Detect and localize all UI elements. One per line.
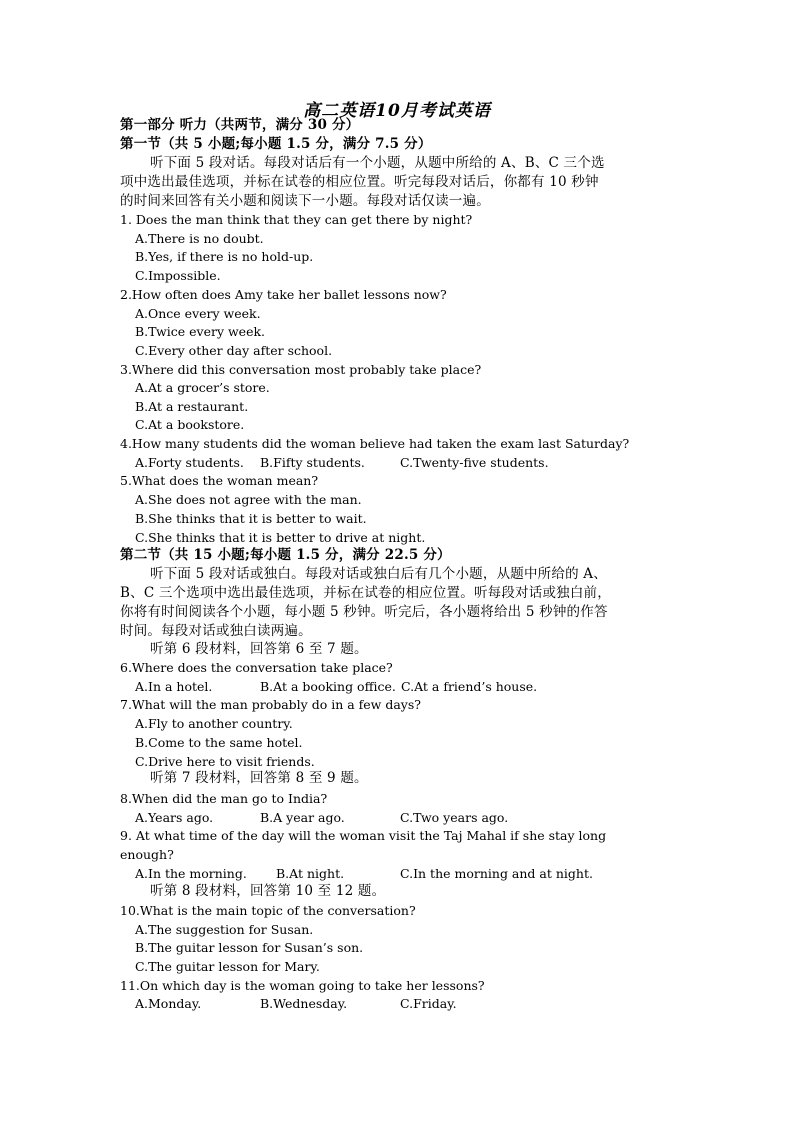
option-c: C.Impossible. (135, 268, 221, 283)
question-stem: 10.What is the main topic of the conversation? (120, 903, 416, 918)
question-stem: 6.Where does the conversation take place? (120, 660, 393, 675)
section2-heading: 第二节（共 15 小题;每小题 1.5 分，满分 22.5 分） (120, 547, 451, 563)
option-b: B.Wednesday. (260, 996, 348, 1011)
option-b: B.She thinks that it is better to wait. (135, 511, 367, 526)
material-intro: 听第 7 段材料，回答第 8 至 9 题。 (150, 770, 368, 786)
option-a: A.Forty students. (135, 455, 244, 470)
option-b: B.At a booking office. (260, 679, 396, 694)
option-a: A.She does not agree with the man. (135, 492, 362, 507)
option-c: C.Twenty-five students. (400, 455, 549, 470)
section1-instruction-line: 的时间来回答有关小题和阅读下一小题。每段对话仅读一遍。 (120, 193, 490, 209)
option-b: B.At night. (276, 866, 345, 881)
question-stem: 1. Does the man think that they can get there by night? (120, 212, 473, 227)
option-c: C.She thinks that it is better to drive at night. (135, 530, 426, 545)
option-b: B.At a restaurant. (135, 399, 249, 414)
option-b: B.Fifty students. (260, 455, 365, 470)
question-stem: 5.What does the woman mean? (120, 473, 319, 488)
option-b: B.The guitar lesson for Susan’s son. (135, 940, 364, 955)
option-a: A.In the morning. (135, 866, 247, 881)
option-a: A.Fly to another country. (135, 716, 293, 731)
section2-instruction-line: 听下面 5 段对话或独白。每段对话或独白后有几个小题，从题中所给的 A、 (150, 566, 607, 582)
question-stem: 9. At what time of the day will the woman visit the Taj Mahal if she stay long (120, 828, 607, 843)
option-c: C.At a friend’s house. (401, 679, 538, 694)
option-c: C.The guitar lesson for Mary. (135, 959, 320, 974)
question-stem: 8.When did the man go to India? (120, 791, 328, 806)
section2-instruction-line: 你将有时间阅读各个小题，每小题 5 秒钟。听完后，各小题将给出 5 秒钟的作答 (120, 604, 608, 620)
option-a: A.Monday. (135, 996, 202, 1011)
option-b: B.Come to the same hotel. (135, 735, 303, 750)
section2-instruction-line: 时间。每段对话或独白读两遍。 (120, 623, 312, 639)
option-b: B.A year ago. (260, 810, 345, 825)
question-stem-continued: enough? (120, 847, 174, 862)
option-a: A.There is no doubt. (135, 231, 264, 246)
question-stem: 11.On which day is the woman going to take her lessons? (120, 978, 485, 993)
option-c: C.At a bookstore. (135, 417, 245, 432)
option-a: A.Years ago. (135, 810, 214, 825)
option-a: A.In a hotel. (135, 679, 213, 694)
section2-instruction-line: B、C 三个选项中选出最佳选项，并标在试卷的相应位置。听每段对话或独白前， (120, 585, 611, 601)
page-title: 高二英语10月考试英语 (303, 101, 491, 121)
option-b: B.Twice every week. (135, 324, 266, 339)
part1-heading: 第一部分 听力（共两节，满分 30 分） (120, 117, 360, 133)
option-c: C.Friday. (400, 996, 457, 1011)
question-stem: 2.How often does Amy take her ballet lessons now? (120, 287, 447, 302)
option-b: B.Yes, if there is no hold-up. (135, 249, 314, 264)
material-intro: 听第 8 段材料，回答第 10 至 12 题。 (150, 883, 386, 899)
section1-instruction-line: 项中选出最佳选项，并标在试卷的相应位置。听完每段对话后，你都有 10 秒钟 (120, 174, 599, 190)
option-a: A.The suggestion for Susan. (135, 922, 314, 937)
option-c: C.Two years ago. (400, 810, 509, 825)
section1-heading: 第一节（共 5 小题;每小题 1.5 分，满分 7.5 分） (120, 136, 432, 152)
material-intro: 听第 6 段材料，回答第 6 至 7 题。 (150, 641, 368, 657)
question-stem: 7.What will the man probably do in a few days? (120, 697, 421, 712)
option-a: A.At a grocer’s store. (135, 380, 270, 395)
question-stem: 3.Where did this conversation most probably take place? (120, 362, 482, 377)
option-c: C.Every other day after school. (135, 343, 333, 358)
option-c: C.Drive here to visit friends. (135, 754, 315, 769)
question-stem: 4.How many students did the woman believe had taken the exam last Saturday? (120, 436, 630, 451)
option-a: A.Once every week. (135, 306, 261, 321)
option-c: C.In the morning and at night. (400, 866, 593, 881)
section1-instruction-line: 听下面 5 段对话。每段对话后有一个小题，从题中所给的 A、B、C 三个选 (150, 155, 605, 171)
